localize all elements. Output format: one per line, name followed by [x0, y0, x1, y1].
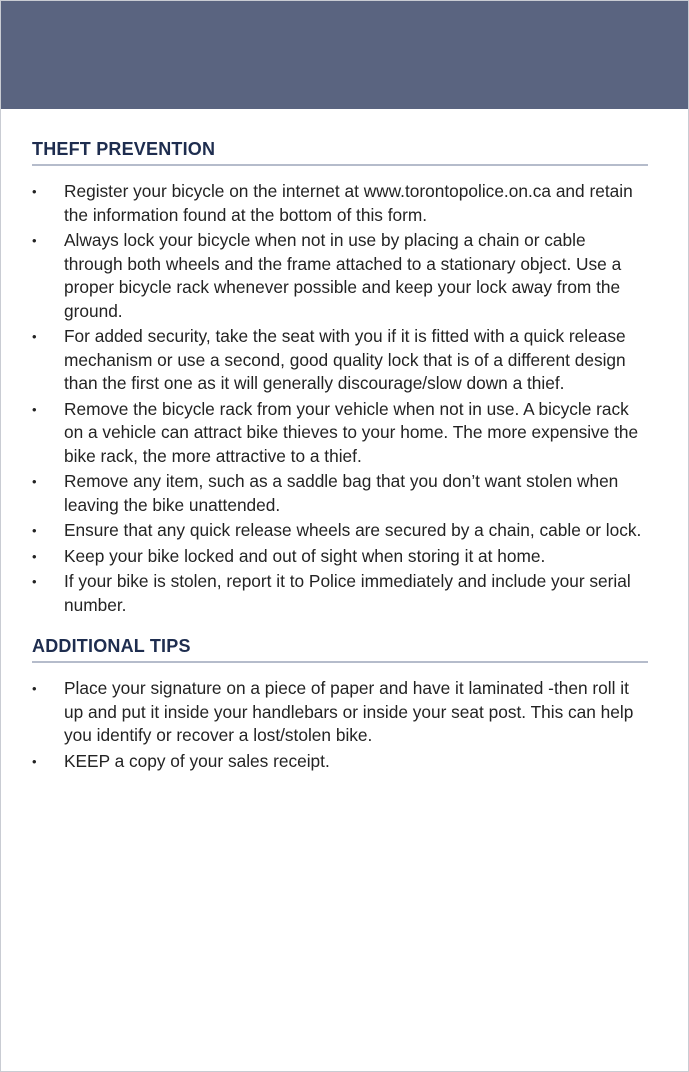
bullet-icon: • — [32, 753, 37, 769]
bullet-icon: • — [32, 681, 37, 696]
section-title-theft-prevention: THEFT PREVENTION — [32, 138, 648, 166]
header-band — [0, 0, 689, 109]
list-item: • Remove any item, such as a saddle bag that you don’t want stolen when leaving the bike unattended. — [32, 471, 619, 515]
list-item: • If your bike is stolen, report it to Police immediately and include your serial number. — [32, 571, 631, 615]
list-item: • Remove the bicycle rack from your vehicle when not in use. A bicycle rack on a vehicle can attract bike thieves to your home. The more expensive the bike rack, the more attractive to a thief. — [32, 398, 639, 466]
additional-tips-list — [32, 677, 648, 773]
bullet-icon: • — [32, 523, 37, 538]
list-item: • Register your bicycle on the internet at www.torontopolice.on.ca and retain the information found at the bottom of this form. — [32, 181, 633, 225]
list-item: • Ensure that any quick release wheels are secured by a chain, cable or lock. — [32, 519, 648, 543]
list-item: • For added security, take the seat with you if it is fitted with a quick release mechanism or use a second, good quality lock that is of a different design than the first one as it will generally discourage/slow down a thief. — [32, 326, 626, 393]
bullet-icon: • — [32, 329, 37, 344]
list-item: • Always lock your bicycle when not in use by placing a chain or cable through both wheels and the frame attached to a stationary object. Use a proper bicycle rack whenever possible and keep your lock away from the ground. — [32, 230, 622, 321]
list-item: • KEEP a copy of your sales receipt. — [32, 750, 648, 774]
theft-prevention-list — [32, 180, 648, 617]
document-body — [32, 138, 648, 775]
bullet-icon: • — [32, 548, 37, 564]
bullet-icon: • — [32, 184, 37, 199]
list-item: • Place your signature on a piece of paper and have it laminated -then roll it up and put it inside your handlebars or inside your seat post. This can help you identify or recover a lost/stolen bike. — [32, 678, 634, 745]
section-title-additional-tips: ADDITIONAL TIPS — [32, 635, 648, 663]
bullet-icon: • — [32, 474, 37, 489]
list-item: • Keep your bike locked and out of sight when storing it at home. — [32, 545, 648, 569]
bullet-icon: • — [32, 574, 37, 589]
bullet-icon: • — [32, 233, 37, 248]
bullet-icon: • — [32, 401, 37, 417]
